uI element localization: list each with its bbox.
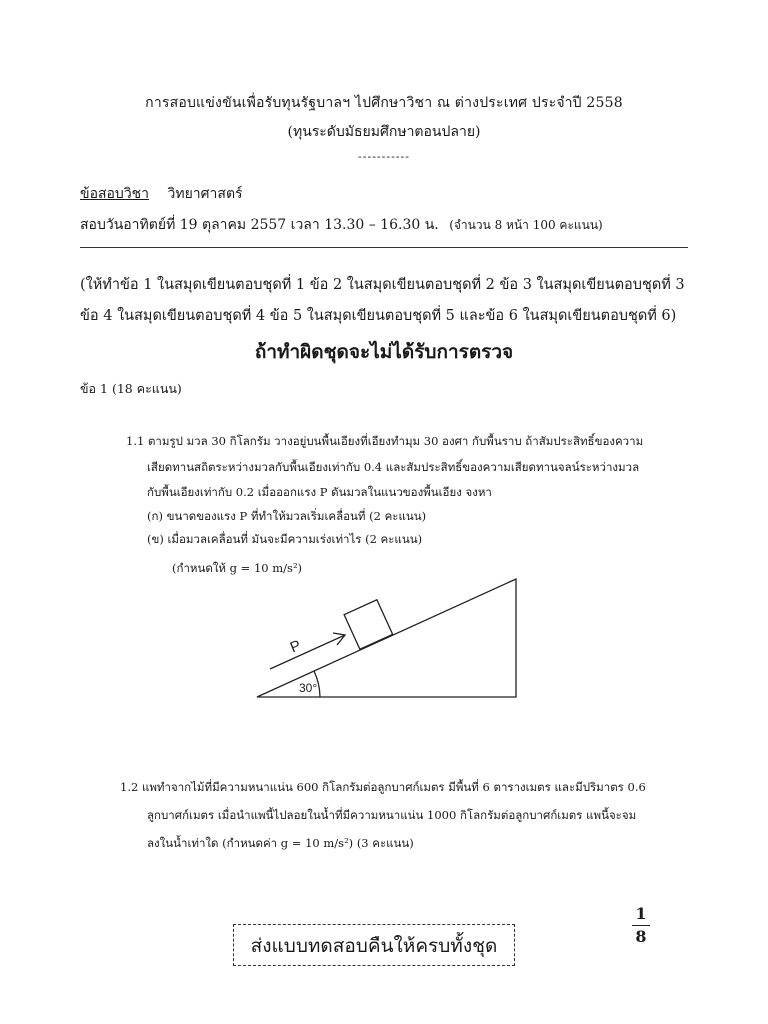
q1-1-line-3: กับพื้นเอียงเท่ากับ 0.2 เมื่อออกแรง P ดันมวลในแนวของพื้นเอียง จงหา	[147, 485, 492, 499]
angle-label: 30°	[299, 681, 318, 695]
return-notice-text: ส่งแบบทดสอบคืนให้ครบทั้งชุด	[250, 935, 498, 957]
warning-text: ถ้าทำผิดชุดจะไม่ได้รับการตรวจ	[254, 341, 514, 363]
question-1-heading: ข้อ 1 (18 คะแนน)	[80, 381, 182, 396]
q1-1-line-2: เสียดทานสถิตระหว่างมวลกับพื้นเอียงเท่ากับ 0.4 และสัมประสิทธิ์ของความเสียดทานจลน์ระหว่างมวล	[147, 460, 640, 474]
title-separator: -----------	[358, 150, 410, 163]
exam-subtitle: (ทุนระดับมัธยมศึกษาตอนปลาย)	[287, 124, 481, 140]
fraction-bar	[632, 925, 650, 926]
page-total: 8	[635, 927, 647, 946]
force-label: P	[287, 637, 304, 657]
block-mass	[344, 600, 393, 650]
q1-1-line-1: 1.1 ตามรูป มวล 30 กิโลกรัม วางอยู่บนพื้นเอียงที่เอียงทำมุม 30 องศา กับพื้นราบ ถ้าสัมประสิทธิ์ของความ	[126, 434, 644, 448]
return-notice-box	[233, 924, 515, 966]
page-current: 1	[635, 904, 647, 923]
q1-2-line-3: ลงในน้ำเท่าใด (กำหนดค่า g = 10 m/s²) (3 คะแนน)	[147, 836, 414, 850]
q1-2-line-1: 1.2 แพทำจากไม้ที่มีความหนาแน่น 600 กิโลกรัมต่อลูกบาศก์เมตร มีพื้นที่ 6 ตารางเมตร และมีปริมาตร 0.6	[120, 780, 646, 794]
instruction-line-2: ข้อ 4 ในสมุดเขียนตอบชุดที่ 4 ข้อ 5 ในสมุดเขียนตอบชุดที่ 5 และข้อ 6 ในสมุดเขียนตอบชุดที่ 6)	[80, 308, 677, 324]
exam-title: การสอบแข่งขันเพื่อรับทุนรัฐบาลฯ ไปศึกษาวิชา ณ ต่างประเทศ ประจำปี 2558	[145, 95, 623, 111]
instruction-line-1: (ให้ทำข้อ 1 ในสมุดเขียนตอบชุดที่ 1 ข้อ 2 ในสมุดเขียนตอบชุดที่ 2 ข้อ 3 ในสมุดเขียนตอบชุดที่ 3	[80, 277, 685, 293]
q1-1-part-a: (ก) ขนาดของแรง P ที่ทำให้มวลเริ่มเคลื่อนที่ (2 คะแนน)	[147, 509, 427, 523]
page-number	[632, 904, 650, 947]
force-arrow	[270, 635, 345, 669]
q1-1-part-b: (ข) เมื่อมวลเคลื่อนที่ มันจะมีความเร่งเท่าไร (2 คะแนน)	[147, 532, 423, 546]
q1-2-line-2: ลูกบาศก์เมตร เมื่อนำแพนี้ไปลอยในน้ำที่มีความหนาแน่น 1000 กิโลกรัมต่อลูกบาศก์เมตร แพนี้จะจม	[147, 808, 637, 822]
subject-value: วิทยาศาสตร์	[167, 186, 243, 202]
subject-label: ข้อสอบวิชา	[80, 186, 150, 202]
exam-date-time: สอบวันอาทิตย์ที่ 19 ตุลาคม 2557 เวลา 13.30 – 16.30 น.	[80, 217, 439, 233]
exam-pages-score: (จำนวน 8 หน้า 100 คะแนน)	[449, 218, 603, 232]
q1-1-given: (กำหนดให้ g = 10 m/s²)	[172, 561, 303, 575]
